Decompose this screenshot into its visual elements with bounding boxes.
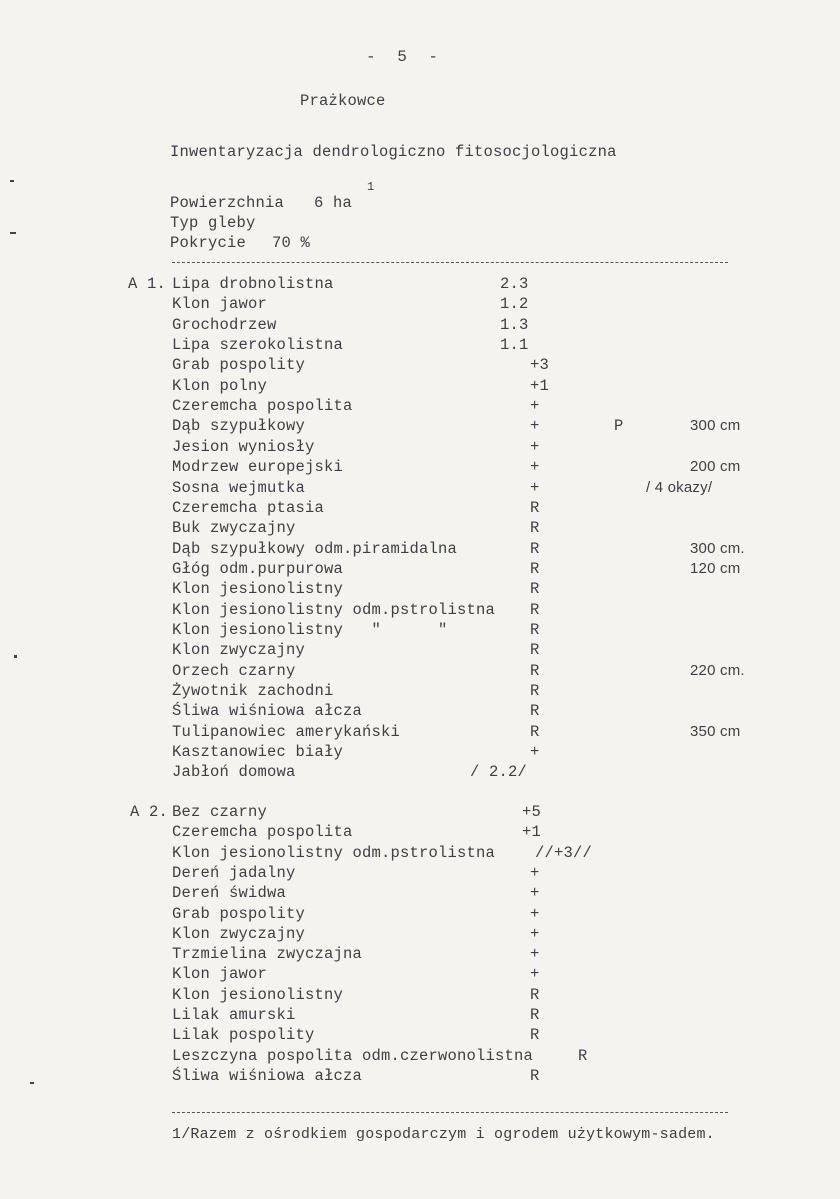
area-label: Powierzchnia: [170, 194, 285, 212]
cover-abundance-value: +: [530, 743, 540, 761]
species-name: Grab pospolity: [172, 905, 306, 923]
species-name: Czeremcha pospolita: [172, 397, 353, 415]
size-note: 120 cm: [690, 560, 741, 577]
cover-abundance-value: R: [530, 662, 540, 680]
cover-abundance-value: +: [530, 417, 540, 435]
species-name: Lipa szerokolistna: [172, 336, 344, 354]
cover-abundance-value: 2.3: [500, 275, 529, 293]
cover-abundance-value: //+3//: [535, 844, 593, 862]
species-name: Śliwa wiśniowa ałcza: [172, 1067, 363, 1085]
document-title: Inwentaryzacja dendrologiczno fitosocjologiczna: [170, 143, 617, 161]
species-name: Klon jesionolistny odm.pstrolistna: [172, 601, 496, 619]
note-letter: P: [614, 417, 624, 435]
species-name: Żywotnik zachodni: [172, 682, 334, 700]
species-name: Lipa drobnolistna: [172, 275, 334, 293]
species-name: Czeremcha pospolita: [172, 823, 353, 841]
species-name: Lilak pospolity: [172, 1026, 315, 1044]
species-name: Jabłoń domowa: [172, 763, 296, 781]
size-note: 350 cm: [690, 723, 741, 740]
cover-abundance-value: R: [530, 702, 540, 720]
cover-abundance-value: R: [530, 580, 540, 598]
cover-abundance-value: R: [578, 1047, 588, 1065]
cover-abundance-value: R: [530, 641, 540, 659]
section-a2-prefix: A 2.: [130, 803, 169, 821]
cover-abundance-value: +: [530, 397, 540, 415]
cover-abundance-value: R: [530, 1067, 540, 1085]
size-note: 300 cm.: [690, 540, 745, 557]
cover-abundance-value: +5: [522, 803, 542, 821]
species-name: Sosna wejmutka: [172, 479, 306, 497]
size-note: / 4 okazy/: [646, 479, 713, 496]
species-name: Lilak amurski: [172, 1006, 296, 1024]
species-name: Bez czarny: [172, 803, 268, 821]
cover-abundance-value: R: [530, 560, 540, 578]
cover-value: 70 %: [272, 234, 311, 252]
cover-abundance-value: R: [530, 499, 540, 517]
size-note: 200 cm: [690, 458, 741, 475]
size-note: 300 cm: [690, 417, 741, 434]
cover-abundance-value: R: [530, 986, 540, 1004]
species-name: Grochodrzew: [172, 316, 277, 334]
species-name: Klon zwyczajny: [172, 641, 306, 659]
cover-label: Pokrycie: [170, 234, 247, 252]
soil-label: Typ gleby: [170, 214, 256, 232]
species-name: Śliwa wiśniowa ałcza: [172, 702, 363, 720]
species-name: Dąb szypułkowy: [172, 417, 306, 435]
species-name: Tulipanowiec amerykański: [172, 723, 401, 741]
species-name: Leszczyna pospolita odm.czerwonolistna: [172, 1047, 534, 1065]
section-a1-prefix: A 1.: [128, 275, 167, 293]
edge-mark: [14, 655, 17, 658]
divider-bottom: [172, 1112, 728, 1113]
cover-abundance-value: +: [530, 925, 540, 943]
cover-abundance-value: +: [530, 458, 540, 476]
species-name: Klon polny: [172, 377, 268, 395]
cover-abundance-value: +: [530, 864, 540, 882]
species-name: Dereń świdwa: [172, 884, 287, 902]
cover-abundance-value: +: [530, 945, 540, 963]
cover-abundance-value: R: [530, 1006, 540, 1024]
footnote: 1/Razem z ośrodkiem gospodarczym i ogrodem użytkowym-sadem.: [172, 1126, 715, 1143]
cover-abundance-value: R: [530, 601, 540, 619]
species-name: Czeremcha ptasia: [172, 499, 325, 517]
species-name: Jesion wyniosły: [172, 438, 315, 456]
cover-abundance-value: +: [530, 479, 540, 497]
cover-abundance-value: 1.2: [500, 295, 529, 313]
species-name: Buk zwyczajny: [172, 519, 296, 537]
cover-abundance-value: +1: [530, 377, 550, 395]
species-name: Modrzew europejski: [172, 458, 344, 476]
cover-abundance-value: +: [530, 438, 540, 456]
cover-abundance-value: / 2.2/: [470, 763, 528, 781]
species-name: Głóg odm.purpurowa: [172, 560, 344, 578]
species-name: Klon jesionolistny: [172, 986, 344, 1004]
cover-abundance-value: +: [530, 905, 540, 923]
area-footnote-mark: 1: [367, 180, 375, 194]
location-heading: Prażkowce: [300, 92, 386, 110]
species-name: Dereń jadalny: [172, 864, 296, 882]
species-name: Klon jawor: [172, 965, 268, 983]
species-name: Klon jesionolistny: [172, 580, 344, 598]
species-name: Dąb szypułkowy odm.piramidalna: [172, 540, 458, 558]
cover-abundance-value: +3: [530, 356, 550, 374]
species-name: Orzech czarny: [172, 662, 296, 680]
species-name: Klon jawor: [172, 295, 268, 313]
species-name: Klon zwyczajny: [172, 925, 306, 943]
cover-abundance-value: R: [530, 540, 540, 558]
cover-abundance-value: +: [530, 884, 540, 902]
edge-mark: [10, 232, 16, 234]
species-name: Klon jesionolistny odm.pstrolistna: [172, 844, 496, 862]
page-number: - 5 -: [366, 48, 445, 66]
species-name: Kasztanowiec biały: [172, 743, 344, 761]
cover-abundance-value: R: [530, 519, 540, 537]
size-note: 220 cm.: [690, 662, 745, 679]
cover-abundance-value: +: [530, 965, 540, 983]
cover-abundance-value: 1.1: [500, 336, 529, 354]
divider-top: [172, 262, 728, 263]
edge-mark: [10, 180, 14, 182]
cover-abundance-value: R: [530, 723, 540, 741]
species-name: Grab pospolity: [172, 356, 306, 374]
cover-abundance-value: R: [530, 621, 540, 639]
cover-abundance-value: 1.3: [500, 316, 529, 334]
cover-abundance-value: R: [530, 1026, 540, 1044]
area-value: 6 ha: [314, 194, 353, 212]
species-name: Trzmielina zwyczajna: [172, 945, 363, 963]
cover-abundance-value: +1: [522, 823, 542, 841]
edge-mark: [30, 1082, 34, 1084]
species-name: Klon jesionolistny " ": [172, 621, 448, 639]
cover-abundance-value: R: [530, 682, 540, 700]
